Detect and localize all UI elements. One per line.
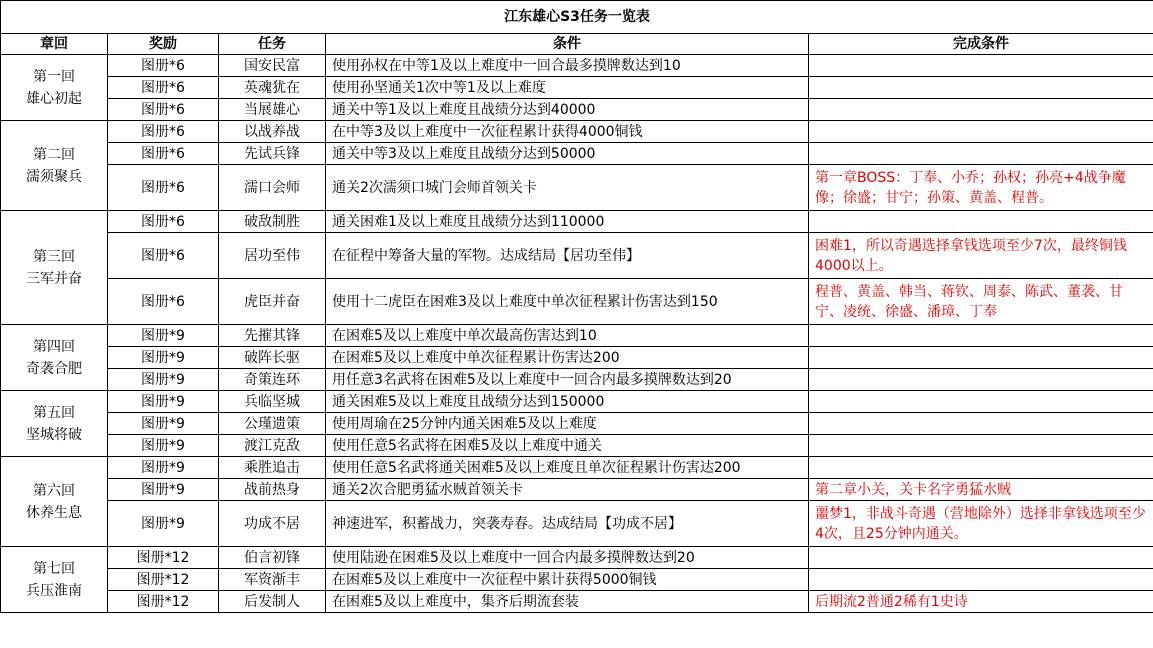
task-cell: 功成不居 <box>219 501 326 547</box>
completion-cell <box>809 143 1153 165</box>
chapter-cell <box>1 121 108 211</box>
condition-cell: 使用孙权在中等1及以上难度中一回合最多摸牌数达到10 <box>326 55 809 77</box>
table-row <box>1 325 1153 347</box>
task-cell: 兵临坚城 <box>219 391 326 413</box>
table-row <box>1 413 1153 435</box>
condition-cell: 在中等3及以上难度中一次征程累计获得4000铜钱 <box>326 121 809 143</box>
table-row <box>1 457 1153 479</box>
completion-cell <box>809 547 1153 569</box>
sheet-title: 江东雄心S3任务一览表 <box>1 1 1153 34</box>
table-row <box>1 77 1153 99</box>
task-cell: 濡口会师 <box>219 165 326 211</box>
chapter-number: 第四回 <box>33 338 75 355</box>
reward-cell: 图册*9 <box>108 479 219 501</box>
table-row <box>1 233 1153 279</box>
completion-cell <box>809 457 1153 479</box>
condition-cell: 在困难5及以上难度中单次最高伤害达到10 <box>326 325 809 347</box>
table-row <box>1 121 1153 143</box>
condition-cell: 使用陆逊在困难5及以上难度中一回合内最多摸牌数达到20 <box>326 547 809 569</box>
chapter-cell <box>1 325 108 391</box>
chapter-number: 第五回 <box>33 404 75 421</box>
header-condition: 条件 <box>326 34 809 55</box>
header-completion: 完成条件 <box>809 34 1153 55</box>
chapter-name: 休养生息 <box>26 504 82 521</box>
completion-cell <box>809 55 1153 77</box>
reward-cell: 图册*9 <box>108 325 219 347</box>
completion-cell: 第二章小关，关卡名字勇猛水贼 <box>809 479 1153 501</box>
completion-cell: 噩梦1，非战斗奇遇（营地除外）选择非拿钱选项至少4次，且25分钟内通关。 <box>809 501 1153 547</box>
condition-cell: 在困难5及以上难度中单次征程累计伤害达200 <box>326 347 809 369</box>
header-row <box>1 34 1153 55</box>
chapter-name: 兵压淮南 <box>26 582 82 599</box>
completion-cell <box>809 325 1153 347</box>
condition-cell: 使用任意5名武将通关困难5及以上难度且单次征程累计伤害达200 <box>326 457 809 479</box>
chapter-number: 第三回 <box>33 248 75 265</box>
task-cell: 破敌制胜 <box>219 211 326 233</box>
completion-cell: 后期流2普通2稀有1史诗 <box>809 591 1153 613</box>
task-cell: 虎臣并奋 <box>219 279 326 325</box>
chapter-cell <box>1 211 108 325</box>
completion-cell <box>809 391 1153 413</box>
table-row <box>1 547 1153 569</box>
table-row <box>1 143 1153 165</box>
condition-cell: 在困难5及以上难度中，集齐后期流套装 <box>326 591 809 613</box>
table-row <box>1 391 1153 413</box>
table-row <box>1 369 1153 391</box>
reward-cell: 图册*6 <box>108 77 219 99</box>
condition-cell: 通关2次濡须口城门会师首领关卡 <box>326 165 809 211</box>
table-row <box>1 569 1153 591</box>
reward-cell: 图册*9 <box>108 391 219 413</box>
condition-cell: 通关中等3及以上难度且战绩分达到50000 <box>326 143 809 165</box>
header-task: 任务 <box>219 34 326 55</box>
completion-cell <box>809 99 1153 121</box>
completion-cell <box>809 569 1153 591</box>
title-row <box>1 1 1153 34</box>
chapter-cell <box>1 547 108 613</box>
table-row <box>1 211 1153 233</box>
condition-cell: 通关中等1及以上难度且战绩分达到40000 <box>326 99 809 121</box>
completion-cell <box>809 121 1153 143</box>
chapter-name: 雄心初起 <box>26 90 82 107</box>
chapter-name: 坚城将破 <box>26 426 82 443</box>
table-row <box>1 501 1153 547</box>
reward-cell: 图册*9 <box>108 435 219 457</box>
task-cell: 先摧其锋 <box>219 325 326 347</box>
header-reward: 奖励 <box>108 34 219 55</box>
chapter-cell <box>1 457 108 547</box>
task-cell: 乘胜追击 <box>219 457 326 479</box>
reward-cell: 图册*6 <box>108 211 219 233</box>
reward-cell: 图册*6 <box>108 121 219 143</box>
condition-cell: 在征程中筹备大量的军物。达成结局【居功至伟】 <box>326 233 809 279</box>
completion-cell <box>809 413 1153 435</box>
task-cell: 战前热身 <box>219 479 326 501</box>
task-cell: 军资渐丰 <box>219 569 326 591</box>
chapter-number: 第七回 <box>33 560 75 577</box>
completion-cell <box>809 347 1153 369</box>
reward-cell: 图册*6 <box>108 143 219 165</box>
condition-cell: 通关困难5及以上难度且战绩分达到150000 <box>326 391 809 413</box>
chapter-number: 第二回 <box>33 146 75 163</box>
chapter-cell <box>1 55 108 121</box>
table-row <box>1 435 1153 457</box>
table-row <box>1 55 1153 77</box>
reward-cell: 图册*9 <box>108 369 219 391</box>
completion-cell <box>809 435 1153 457</box>
task-cell: 英魂犹在 <box>219 77 326 99</box>
condition-cell: 在困难5及以上难度中一次征程中累计获得5000铜钱 <box>326 569 809 591</box>
reward-cell: 图册*6 <box>108 99 219 121</box>
completion-cell: 第一章BOSS：丁奉、小乔；孙权；孙亮+4战争魔像；徐盛；甘宁；孙策、黄盖、程普。 <box>809 165 1153 211</box>
reward-cell: 图册*6 <box>108 55 219 77</box>
task-cell: 以战养战 <box>219 121 326 143</box>
reward-cell: 图册*9 <box>108 457 219 479</box>
reward-cell: 图册*12 <box>108 569 219 591</box>
task-cell: 渡江克敌 <box>219 435 326 457</box>
chapter-name: 奇袭合肥 <box>26 360 82 377</box>
table-row <box>1 347 1153 369</box>
chapter-number: 第一回 <box>33 68 75 85</box>
chapter-cell <box>1 391 108 457</box>
reward-cell: 图册*6 <box>108 279 219 325</box>
reward-cell: 图册*12 <box>108 547 219 569</box>
completion-cell <box>809 369 1153 391</box>
completion-cell <box>809 77 1153 99</box>
chapter-name: 濡须聚兵 <box>26 168 82 185</box>
completion-cell <box>809 211 1153 233</box>
task-cell: 伯言初锋 <box>219 547 326 569</box>
table-row <box>1 591 1153 613</box>
task-cell: 先试兵锋 <box>219 143 326 165</box>
table-row <box>1 165 1153 211</box>
condition-cell: 用任意3名武将在困难5及以上难度中一回合内最多摸牌数达到20 <box>326 369 809 391</box>
completion-cell: 困难1，所以奇遇选择拿钱选项至少7次，最终铜钱4000以上。 <box>809 233 1153 279</box>
header-chapter: 章回 <box>1 34 108 55</box>
reward-cell: 图册*12 <box>108 591 219 613</box>
condition-cell: 使用周瑜在25分钟内通关困难5及以上难度 <box>326 413 809 435</box>
condition-cell: 使用孙坚通关1次中等1及以上难度 <box>326 77 809 99</box>
reward-cell: 图册*6 <box>108 233 219 279</box>
table-row <box>1 279 1153 325</box>
table-row <box>1 479 1153 501</box>
completion-cell: 程普、黄盖、韩当、蒋钦、周泰、陈武、董袭、甘宁、凌统、徐盛、潘璋、丁奉 <box>809 279 1153 325</box>
table-row <box>1 99 1153 121</box>
task-cell: 国安民富 <box>219 55 326 77</box>
condition-cell: 通关2次合肥勇猛水贼首领关卡 <box>326 479 809 501</box>
task-cell: 破阵长驱 <box>219 347 326 369</box>
chapter-name: 三军并奋 <box>26 270 82 287</box>
task-cell: 奇策连环 <box>219 369 326 391</box>
reward-cell: 图册*9 <box>108 501 219 547</box>
chapter-number: 第六回 <box>33 482 75 499</box>
task-cell: 公瑾遗策 <box>219 413 326 435</box>
reward-cell: 图册*6 <box>108 165 219 211</box>
reward-cell: 图册*9 <box>108 413 219 435</box>
condition-cell: 使用十二虎臣在困难3及以上难度中单次征程累计伤害达到150 <box>326 279 809 325</box>
condition-cell: 通关困难1及以上难度且战绩分达到110000 <box>326 211 809 233</box>
task-cell: 当展雄心 <box>219 99 326 121</box>
condition-cell: 神速进军，积蓄战力，突袭寿春。达成结局【功成不居】 <box>326 501 809 547</box>
condition-cell: 使用任意5名武将在困难5及以上难度中通关 <box>326 435 809 457</box>
task-cell: 后发制人 <box>219 591 326 613</box>
task-cell: 居功至伟 <box>219 233 326 279</box>
reward-cell: 图册*9 <box>108 347 219 369</box>
